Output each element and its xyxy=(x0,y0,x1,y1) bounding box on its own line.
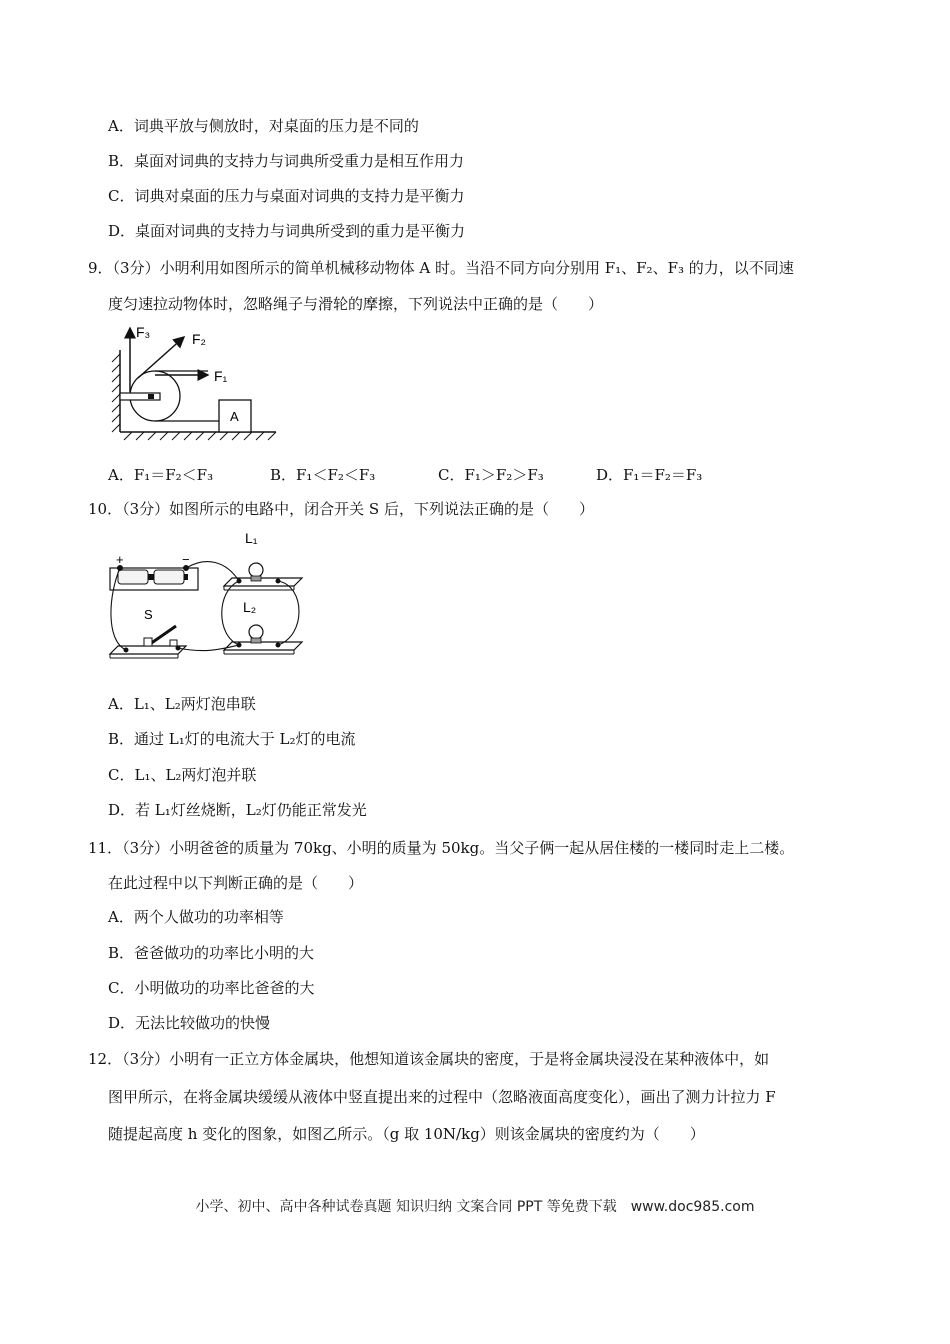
q11-option-d: D．无法比较做功的快慢 xyxy=(108,1014,271,1032)
q9-option-d: D．F₁＝F₂＝F₃ xyxy=(596,466,703,484)
f1-label: F₁ xyxy=(214,368,228,384)
q11-option-a: A．两个人做功的功率相等 xyxy=(108,908,284,926)
l1-label: L₁ xyxy=(245,530,258,546)
page-footer: 小学、初中、高中各种试卷真题 知识归纳 文案合同 PPT 等免费下载 www.doc985.com xyxy=(195,1199,755,1215)
q11-stem-line2: 在此过程中以下判断正确的是（ ） xyxy=(108,874,364,892)
battery-minus: − xyxy=(182,552,190,567)
q12-stem-line1: 12．（3分）小明有一正立方体金属块，他想知道该金属块的密度，于是将金属块浸没在某种液体中，如 xyxy=(88,1050,770,1068)
q8-option-c: C．词典对桌面的压力与桌面对词典的支持力是平衡力 xyxy=(108,187,465,205)
q11-option-c: C．小明做功的功率比爸爸的大 xyxy=(108,979,315,997)
circuit-figure xyxy=(106,526,306,661)
q9-option-a: A．F₁＝F₂＜F₃ xyxy=(108,466,214,484)
q9-option-b: B．F₁＜F₂＜F₃ xyxy=(270,466,376,484)
q8-option-b: B．桌面对词典的支持力与词典所受重力是相互作用力 xyxy=(108,152,465,170)
switch-label: S xyxy=(144,607,153,622)
q11-option-b: B．爸爸做功的功率比小明的大 xyxy=(108,944,315,962)
pulley-figure xyxy=(108,320,283,445)
q9-options xyxy=(108,464,748,486)
q10-option-c: C．L₁、L₂两灯泡并联 xyxy=(108,766,257,784)
battery-plus: + xyxy=(116,552,124,567)
l2-bulb xyxy=(249,625,263,639)
block-a-label: A xyxy=(230,409,239,424)
q9-stem-line2: 度匀速拉动物体时，忽略绳子与滑轮的摩擦，下列说法中正确的是（ ） xyxy=(108,295,604,313)
q10-stem: 10．（3分）如图所示的电路中，闭合开关 S 后，下列说法正确的是（ ） xyxy=(88,500,594,518)
q10-option-a: A．L₁、L₂两灯泡串联 xyxy=(108,695,256,713)
f3-label: F₃ xyxy=(136,324,151,340)
q9-stem-line1: 9．（3分）小明利用如图所示的简单机械移动物体 A 时。当沿不同方向分别用 F₁、F₂、F₃ 的力，以不同速 xyxy=(88,259,794,277)
l2-label: L₂ xyxy=(243,599,257,615)
q9-option-c: C．F₁＞F₂＞F₃ xyxy=(438,466,544,484)
f2-label: F₂ xyxy=(192,331,206,347)
q11-stem-line1: 11．（3分）小明爸爸的质量为 70kg、小明的质量为 50kg。当父子俩一起从居住楼的一楼同时走上二楼。 xyxy=(88,839,795,857)
l1-base xyxy=(224,578,302,586)
l1-bulb xyxy=(249,563,263,577)
q12-stem-line3: 随提起高度 h 变化的图象，如图乙所示。（g 取 10N/kg）则该金属块的密度约为（ ） xyxy=(108,1125,705,1143)
q10-option-b: B．通过 L₁灯的电流大于 L₂灯的电流 xyxy=(108,730,356,748)
q10-option-d: D．若 L₁灯丝烧断，L₂灯仍能正常发光 xyxy=(108,801,367,819)
q12-stem-line2: 图甲所示，在将金属块缓缓从液体中竖直提出来的过程中（忽略液面高度变化），画出了测力计拉力 F xyxy=(108,1088,776,1106)
q8-option-a: A．词典平放与侧放时，对桌面的压力是不同的 xyxy=(108,117,419,135)
q8-option-d: D．桌面对词典的支持力与词典所受到的重力是平衡力 xyxy=(108,222,466,240)
